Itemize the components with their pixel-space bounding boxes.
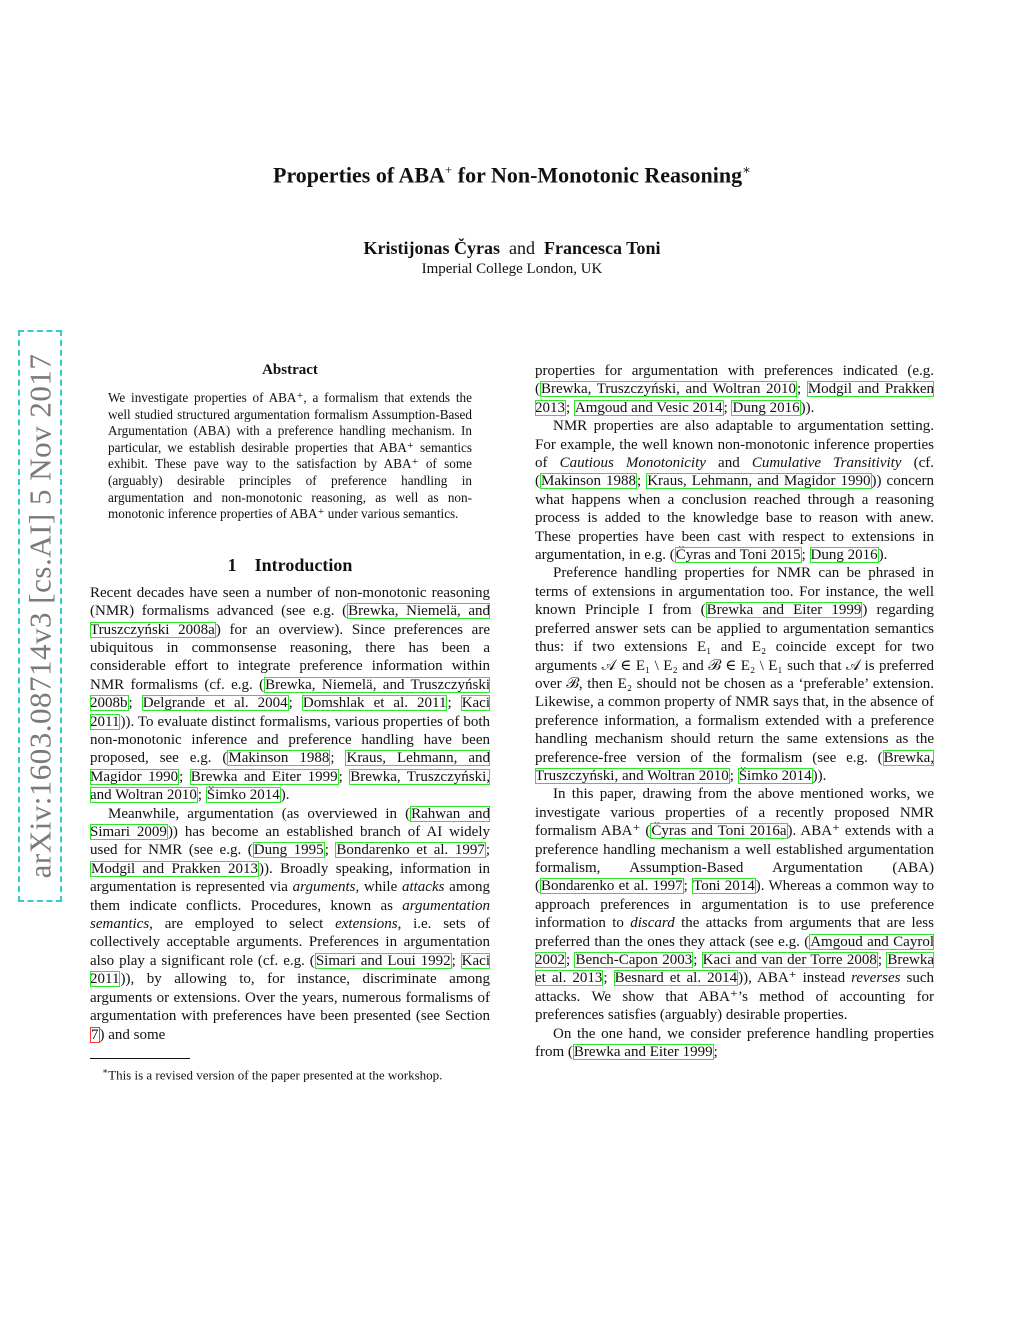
left-column bbox=[90, 362, 490, 1083]
citation-link[interactable]: Makinson 1988 bbox=[541, 473, 637, 490]
author-and: and bbox=[508, 238, 535, 258]
abstract-heading: Abstract bbox=[262, 362, 318, 378]
title-rest: for Non-Monotonic Reasoning bbox=[452, 162, 743, 188]
citation-link[interactable]: Modgil and Prakken 2013 bbox=[91, 860, 259, 877]
citation-link[interactable]: Brewka, Truszczyński, and Woltran 2010 bbox=[90, 768, 490, 804]
title-main: Properties of ABA bbox=[273, 162, 445, 188]
citation-link[interactable]: Bondarenko et al. 1997 bbox=[336, 842, 485, 859]
author-2: Francesca Toni bbox=[543, 238, 661, 258]
paragraph: In this paper, drawing from the above mentioned works, we investigate various properties of a recently proposed NMR formalism ABA⁺ (Čyras and Toni 2016a). ABA⁺ extends with a preference handling mechanism a well established argumentation formalism, Assumption-Based Argumentation (ABA) (Bondarenko et al. 1997; Toni 2014). Whereas a common way to approach preferences in argumentation is to use preference information to discard the attacks from arguments that are less preferred than the ones they attack (see e.g. (Amgoud and Cayrol 2002; Bench-Capon 2003; Kaci and van der Torre 2008; Brewka et al. 2013; Besnard et al. 2014)), ABA⁺ instead reverses such attacks. We show that ABA⁺’s method of accounting for preferences satisfies (arguably) desirable properties. bbox=[535, 786, 934, 1024]
affiliation: Imperial College London, UK bbox=[421, 261, 603, 277]
paragraph: On the one hand, we consider preference handling properties from (Brewka and Eiter 1999; bbox=[535, 1025, 934, 1061]
footnote: ∗This is a revised version of the paper presented at the workshop. bbox=[102, 1065, 443, 1083]
arxiv-stamp[interactable] bbox=[18, 330, 62, 902]
title-sup: + bbox=[444, 162, 453, 177]
citation-link[interactable]: Brewka and Eiter 1999 bbox=[573, 1044, 713, 1061]
section-heading-introduction bbox=[90, 555, 490, 576]
citation-link[interactable]: Rahwan and Simari 2009 bbox=[90, 805, 490, 841]
arxiv-stamp-text: arXiv:1603.08714v3 [cs.AI] 5 Nov 2017 bbox=[22, 353, 58, 879]
citation-link[interactable]: Domshlak et al. 2011 bbox=[302, 695, 447, 712]
paragraph: Recent decades have seen a number of non-monotonic reasoning (NMR) formalisms advanced (see e.g. (Brewka, Niemelä, and Truszczyński 2008a) for an overview). Since preferences are ubiquitous in commonsense reasoning, there has been a considerable effort to integrate preference information within NMR formalisms (cf. e.g. (Brewka, Niemelä, and Truszczyński 2008b; Delgrande et al. 2004; Domshlak et al. 2011; Kaci 2011)). To evaluate distinct formalisms, various properties of both non-monotonic inference and preference handling have been proposed, see e.g. (Makinson 1988; Kraus, Lehmann, and Magidor 1990; Brewka and Eiter 1999; Brewka, Truszczyński, and Woltran 2010; Šimko 2014). bbox=[90, 584, 491, 804]
paragraph: properties for argumentation with preferences indicated (e.g. (Brewka, Truszczyński, and Woltran 2010; Modgil and Prakken 2013; Amgoud and Vesic 2014; Dung 2016)). bbox=[535, 363, 935, 416]
abstract-text: We investigate properties of ABA⁺, a formalism that extends the well studied structured argumentation formalism Assumption-Based Argumentation (ABA) with a preference handling mechanism. In particular, we establish desirable properties that ABA⁺ semantics exhibit. These pave way to the satisfaction by ABA⁺ of some (arguably) desirable principles of preference handling in argumentation and non-monotonic reasoning, as well as non-monotonic inference properties of ABA⁺ under various semantics. bbox=[108, 390, 472, 522]
citation-link[interactable]: Dung 2016 bbox=[732, 399, 800, 416]
paper-title bbox=[0, 162, 1024, 188]
citation-link[interactable]: Amgoud and Cayrol 2002 bbox=[535, 933, 934, 968]
citation-link[interactable]: Dung 2016 bbox=[810, 547, 878, 564]
citation-link[interactable]: Besnard et al. 2014 bbox=[614, 970, 738, 987]
citation-link[interactable]: Brewka and Eiter 1999 bbox=[706, 602, 862, 619]
paragraph: Meanwhile, argumentation (as overviewed in (Rahwan and Simari 2009)) has become an established branch of AI widely used for NMR (see e.g. (Dung 1995; Bondarenko et al. 1997; Modgil and Prakken 2013)). Broadly speaking, information in argumentation is represented via arguments, while attacks among them indicate conflicts. Procedures, known as argumentation semantics, are employed to select extensions, i.e. sets of collectively acceptable arguments. Preferences in argumentation also play a significant role (cf. e.g. (Simari and Loui 1992; Kaci 2011)), by allowing to, for instance, discriminate among arguments or extensions. Over the years, numerous formalisms of argumentation with preferences have been presented (see Section 7) and some bbox=[90, 805, 491, 1043]
citation-link[interactable]: Bench-Capon 2003 bbox=[575, 952, 693, 968]
citation-link[interactable]: Modgil and Prakken 2013 bbox=[535, 381, 935, 416]
section-ref-link[interactable]: 7 bbox=[91, 1026, 99, 1043]
author-1: Kristijonas Čyras bbox=[363, 238, 500, 258]
citation-link[interactable]: Čyras and Toni 2015 bbox=[675, 547, 801, 564]
citation-link[interactable]: Brewka, Truszczyński, and Woltran 2010 bbox=[535, 749, 934, 784]
title-footnote-mark[interactable]: ∗ bbox=[742, 162, 751, 177]
citation-link[interactable]: Amgoud and Vesic 2014 bbox=[574, 399, 723, 416]
paragraph: NMR properties are also adaptable to argumentation setting. For example, the well known non-monotonic inference properties of Cautious Monotonicity and Cumulative Transitivity (cf. (Makinson 1988; Kraus, Lehmann, and Magidor 1990)) concern what happens when a conclusion reached through a reasoning process is added to the knowledge base to reason with anew. These properties have been cast with respect to extensions in argumentation, in e.g. (Čyras and Toni 2015; Dung 2016). bbox=[535, 418, 934, 564]
citation-link[interactable]: Delgrande et al. 2004 bbox=[142, 695, 288, 712]
citation-link[interactable]: Kaci and van der Torre 2008 bbox=[702, 952, 877, 968]
citation-link[interactable]: Simari and Loui 1992 bbox=[315, 952, 451, 969]
citation-link[interactable]: Čyras and Toni 2016a bbox=[651, 823, 787, 840]
citation-link[interactable]: Kraus, Lehmann, and Magidor 1990 bbox=[90, 750, 491, 785]
section-title: Introduction bbox=[254, 554, 353, 575]
citation-link[interactable]: Brewka et al. 2013 bbox=[535, 952, 934, 987]
citation-link[interactable]: Brewka, Truszczyński, and Woltran 2010 bbox=[541, 381, 797, 398]
citation-link[interactable]: Toni 2014 bbox=[693, 878, 755, 895]
citation-link[interactable]: Makinson 1988 bbox=[228, 750, 330, 767]
footnote-rule bbox=[90, 1058, 190, 1059]
citation-link[interactable]: Šimko 2014 bbox=[206, 787, 280, 804]
citation-link[interactable]: Bondarenko et al. 1997 bbox=[541, 878, 683, 895]
section-number: 1 bbox=[227, 554, 237, 575]
citation-link[interactable]: Brewka, Niemelä, and Truszczyński 2008a bbox=[90, 603, 490, 638]
citation-link[interactable]: Kaci 2011 bbox=[90, 952, 490, 988]
paragraph: Preference handling properties for NMR can be phrased in terms of extensions in argumentation too. For instance, the well known Principle I from (Brewka and Eiter 1999) regarding preferred answer sets can be applied to argumentation semantics thus: if two extensions E₁ and E₂ coincide except for two arguments 𝒜 ∈ E₁ \ E₂ and ℬ ∈ E₂ \ E₁ such that 𝒜 is preferred over ℬ, then E₂ should not be chosen as a ‘preferable’ extension. Likewise, a common property of NMR says that, in the absence of preference information, a formalism extended with a preference handling mechanism should return the same extensions as the preference-free version of the formalism (see e.g. (Brewka, Truszczyński, and Woltran 2010; Šimko 2014)). bbox=[535, 565, 935, 784]
right-column bbox=[535, 362, 934, 1061]
citation-link[interactable]: Kaci 2011 bbox=[90, 695, 491, 730]
citation-link[interactable]: Kraus, Lehmann, and Magidor 1990 bbox=[647, 473, 871, 490]
authors bbox=[0, 238, 1024, 259]
citation-link[interactable]: Dung 1995 bbox=[253, 842, 324, 859]
citation-link[interactable]: Brewka, Niemelä, and Truszczyński 2008b bbox=[90, 676, 490, 712]
citation-link[interactable]: Šimko 2014 bbox=[738, 767, 812, 784]
citation-link[interactable]: Brewka and Eiter 1999 bbox=[190, 768, 338, 785]
